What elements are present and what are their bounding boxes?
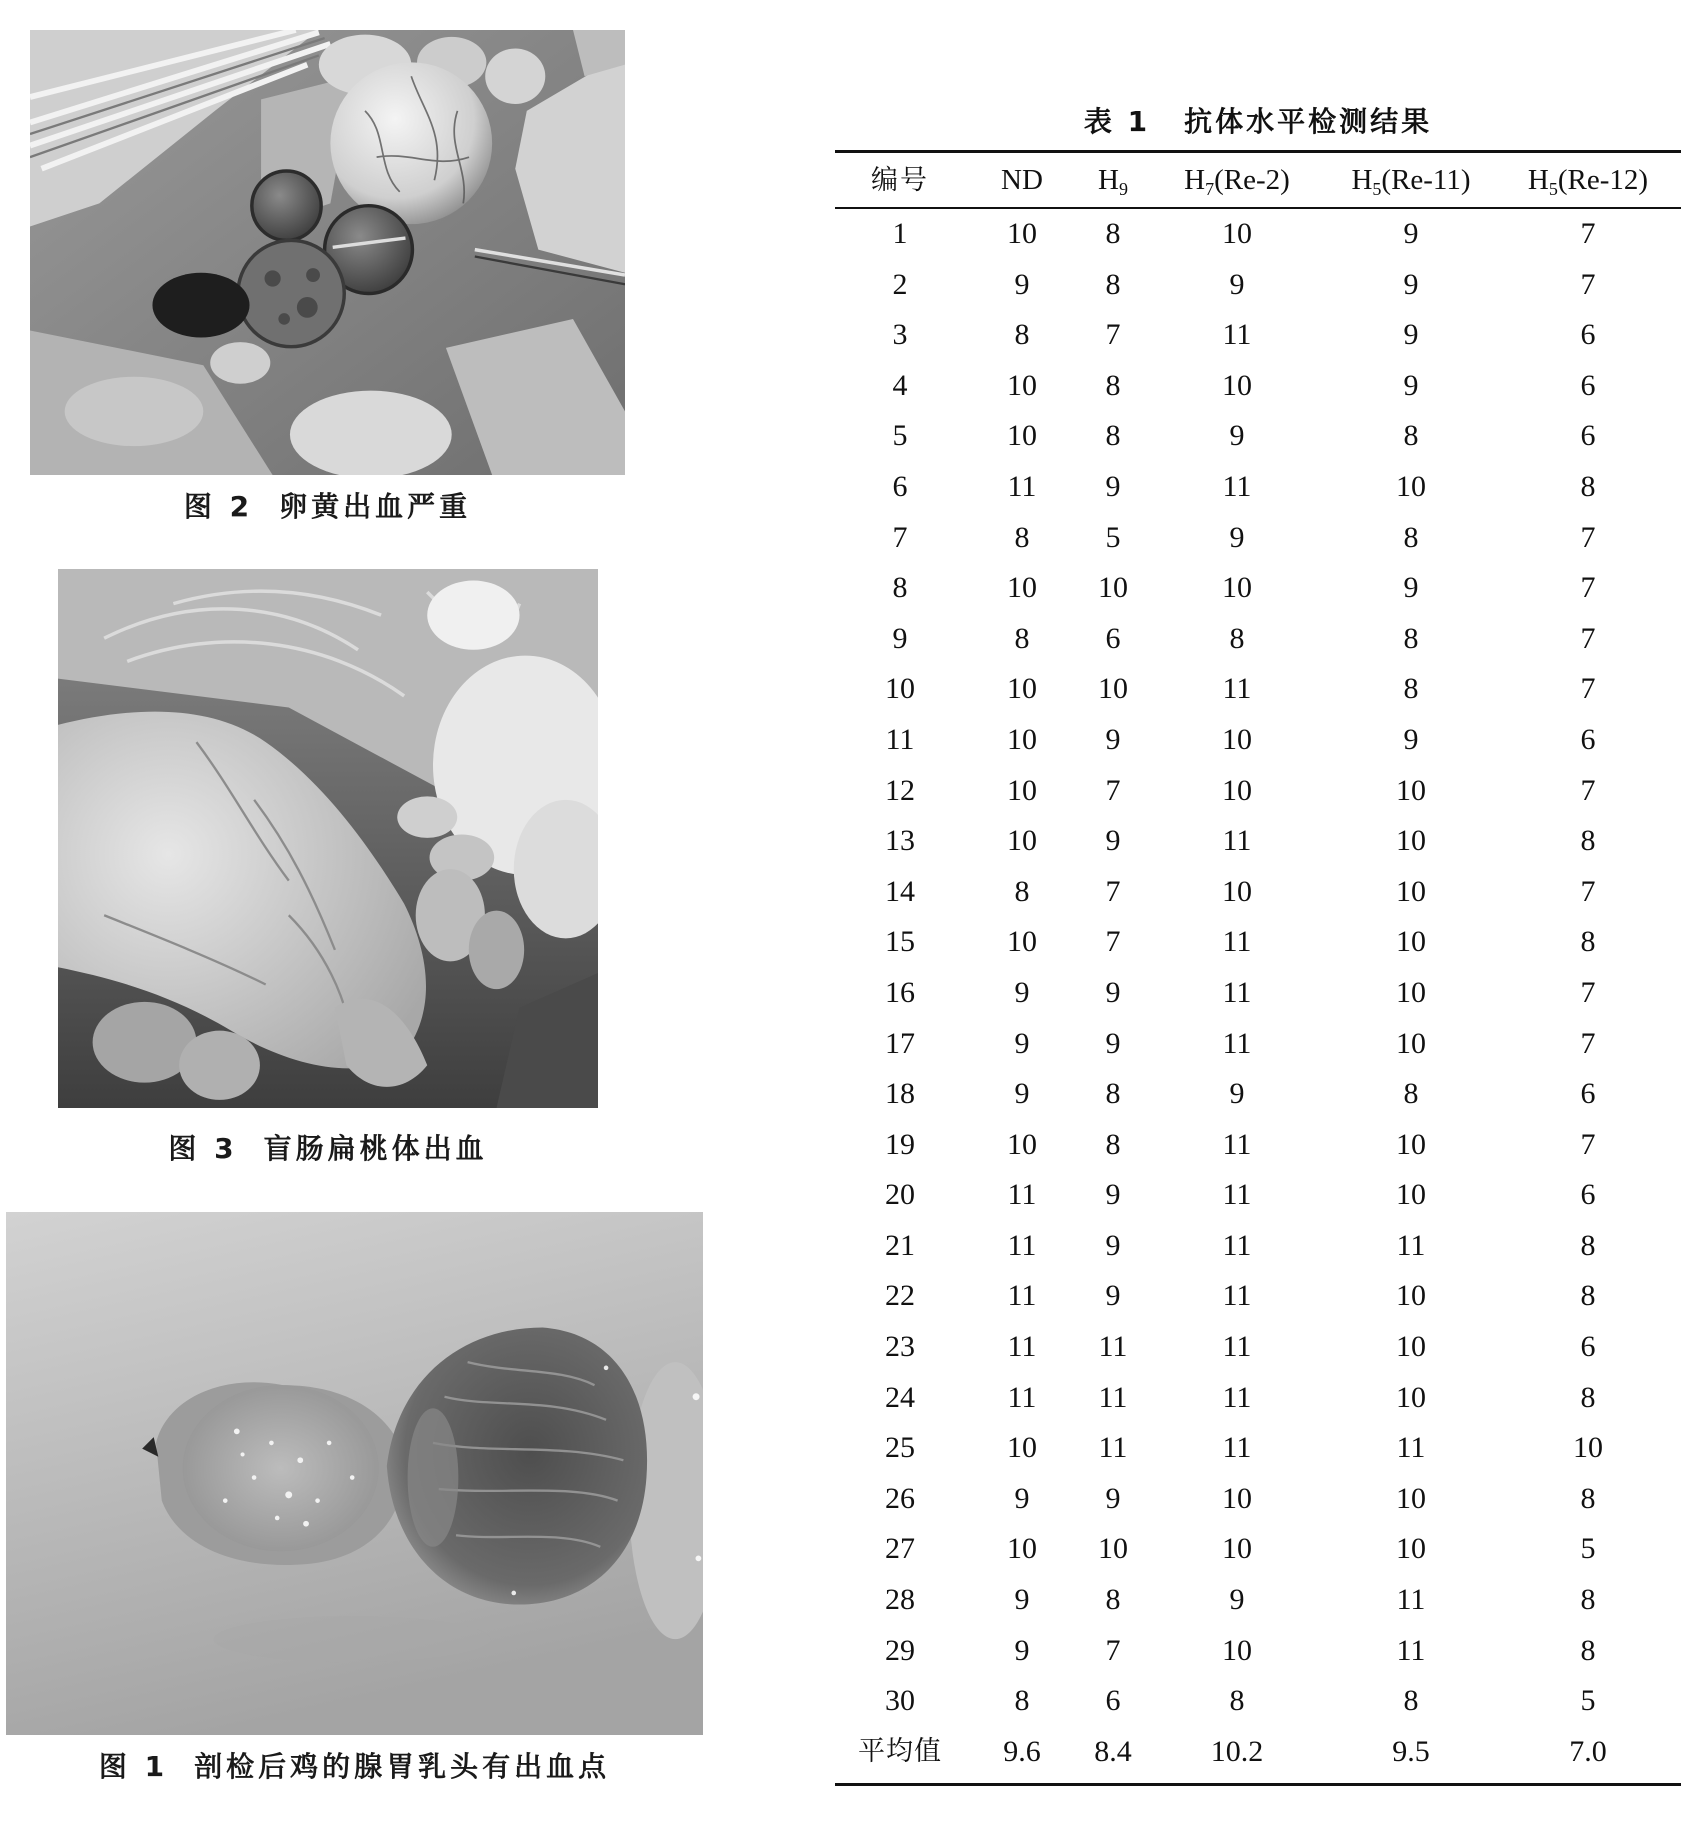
cell-h5-re11: 10 bbox=[1396, 1178, 1426, 1212]
cell-h5-re11: 11 bbox=[1396, 1583, 1426, 1617]
cell-h5-re12: 6 bbox=[1580, 1077, 1596, 1111]
cell-h5-re11: 10 bbox=[1396, 469, 1426, 503]
cell-h7-re2: 11 bbox=[1222, 824, 1252, 858]
table-row bbox=[835, 310, 1681, 361]
cell-h5-re12: 7 bbox=[1580, 874, 1596, 908]
cell-h9: 8 bbox=[1105, 1127, 1121, 1161]
cell-h9: 7 bbox=[1105, 773, 1121, 807]
cell-id: 21 bbox=[885, 1228, 915, 1262]
cell-nd: 11 bbox=[1007, 1279, 1037, 1313]
cell-h5-re11: 8 bbox=[1403, 672, 1419, 706]
cell-h7-re2: 9 bbox=[1229, 267, 1245, 301]
cell-h9: 5 bbox=[1105, 520, 1121, 554]
cell-h5-re12: 7 bbox=[1580, 975, 1596, 1009]
cell-id: 22 bbox=[885, 1279, 915, 1313]
cell-h5-re12: 7 bbox=[1580, 217, 1596, 250]
cell-h5-re12: 7 bbox=[1580, 1127, 1596, 1161]
cell-nd: 10 bbox=[1007, 1431, 1037, 1465]
table-row bbox=[835, 1170, 1681, 1221]
cell-h5-re11: 10 bbox=[1396, 1380, 1426, 1414]
figure-title: 剖检后鸡的腺胃乳头有出血点 bbox=[194, 1750, 611, 1783]
cell-h5-re12: 8 bbox=[1580, 1481, 1596, 1515]
cell-id: 1 bbox=[892, 217, 908, 250]
cell-h7-re2: 10 bbox=[1222, 571, 1252, 605]
cell-id: 14 bbox=[885, 874, 915, 908]
cell-nd: 9 bbox=[1014, 267, 1030, 301]
cell-nd: 11 bbox=[1007, 1380, 1037, 1414]
cell-h5-re12: 8 bbox=[1580, 925, 1596, 959]
cell-id: 18 bbox=[885, 1077, 915, 1111]
cell-nd: 8 bbox=[1014, 621, 1030, 655]
cell-h5-re12: 8 bbox=[1580, 1380, 1596, 1414]
table-row bbox=[835, 1423, 1681, 1474]
cell-h9: 6 bbox=[1105, 1684, 1121, 1718]
cell-h9: 7 bbox=[1105, 874, 1121, 908]
table-row bbox=[835, 1575, 1681, 1626]
table-row bbox=[835, 563, 1681, 614]
header-h7-sub: 7 bbox=[1205, 179, 1215, 199]
figure-label: 图 2 bbox=[183, 490, 254, 523]
header-h5-base: H bbox=[1527, 164, 1549, 196]
cell-nd: 10 bbox=[1007, 419, 1037, 453]
table-row bbox=[835, 1271, 1681, 1322]
cell-h5-re12: 6 bbox=[1580, 1330, 1596, 1364]
figure-title: 卵黄出血严重 bbox=[279, 490, 472, 523]
cell-h9: 9 bbox=[1105, 1026, 1121, 1060]
cell-h7-re2: 10 bbox=[1222, 874, 1252, 908]
cell-h9: 8 bbox=[1105, 267, 1121, 301]
figure-title: 盲肠扁桃体出血 bbox=[263, 1132, 488, 1165]
cell-h9: 9 bbox=[1105, 1228, 1121, 1262]
cell-h9: 9 bbox=[1105, 469, 1121, 503]
cell-id: 2 bbox=[892, 267, 908, 301]
cell-h9: 9 bbox=[1105, 824, 1121, 858]
table-row bbox=[835, 1019, 1681, 1070]
cell-h5-re11: 10 bbox=[1396, 1279, 1426, 1313]
table-body bbox=[835, 209, 1681, 1777]
figure-2-caption bbox=[30, 489, 625, 525]
cell-nd: 9 bbox=[1014, 975, 1030, 1009]
cell-h7-re2: 9 bbox=[1229, 1077, 1245, 1111]
table-row bbox=[835, 867, 1681, 918]
cell-h5-re11: 10 bbox=[1396, 1481, 1426, 1515]
cell-id: 25 bbox=[885, 1431, 915, 1465]
cell-h7-re2: 10 bbox=[1222, 368, 1252, 402]
table-row bbox=[835, 513, 1681, 564]
cell-nd: 11 bbox=[1007, 469, 1037, 503]
cell-h5-re11: 11 bbox=[1396, 1228, 1426, 1262]
table-header-row bbox=[835, 154, 1681, 207]
cell-id: 27 bbox=[885, 1532, 915, 1566]
cell-h9: 11 bbox=[1098, 1431, 1128, 1465]
cell-nd: 10 bbox=[1007, 1532, 1037, 1566]
cell-h5-re12: 7 bbox=[1580, 621, 1596, 655]
cell-nd: 9 bbox=[1014, 1481, 1030, 1515]
cell-h5-re12: 7 bbox=[1580, 1026, 1596, 1060]
cell-h9: 10 bbox=[1098, 571, 1128, 605]
cell-h7-re2: 9 bbox=[1229, 1583, 1245, 1617]
cell-id: 20 bbox=[885, 1178, 915, 1212]
cell-id: 3 bbox=[892, 318, 908, 352]
cell-h7-re2: 11 bbox=[1222, 1228, 1252, 1262]
figure-label: 图 3 bbox=[168, 1132, 238, 1165]
cell-h9: 9 bbox=[1105, 1279, 1121, 1313]
cell-h7-re2: 10 bbox=[1222, 217, 1252, 250]
cell-nd: 9 bbox=[1014, 1077, 1030, 1111]
cell-h7-re2: 8 bbox=[1229, 1684, 1245, 1718]
cell-id: 19 bbox=[885, 1127, 915, 1161]
cell-h5-re11: 10 bbox=[1396, 1532, 1426, 1566]
cell-id: 7 bbox=[892, 520, 908, 554]
cell-h9: 9 bbox=[1105, 1178, 1121, 1212]
cell-h5-re11: 9 bbox=[1403, 368, 1419, 402]
cell-nd: 9.6 bbox=[1003, 1734, 1041, 1768]
cell-h9: 9 bbox=[1105, 1481, 1121, 1515]
cell-h5-re11: 10 bbox=[1396, 925, 1426, 959]
cell-h5-re12: 8 bbox=[1580, 824, 1596, 858]
cell-h9: 8 bbox=[1105, 419, 1121, 453]
table-row bbox=[835, 1120, 1681, 1171]
cell-h7-re2: 10 bbox=[1222, 722, 1252, 756]
cell-nd: 10 bbox=[1007, 368, 1037, 402]
cell-id: 8 bbox=[892, 571, 908, 605]
cell-h7-re2: 9 bbox=[1229, 419, 1245, 453]
header-id bbox=[835, 154, 965, 207]
table-row bbox=[835, 917, 1681, 968]
cell-id: 15 bbox=[885, 925, 915, 959]
cell-h9: 11 bbox=[1098, 1380, 1128, 1414]
cell-h5-re12: 7 bbox=[1580, 267, 1596, 301]
header-h5-strain: (Re-11) bbox=[1381, 164, 1471, 196]
photo-proventriculus-hemorrhage bbox=[6, 1212, 703, 1735]
cell-nd: 8 bbox=[1014, 1684, 1030, 1718]
cell-h5-re11: 8 bbox=[1403, 419, 1419, 453]
cell-id: 24 bbox=[885, 1380, 915, 1414]
cell-h9: 7 bbox=[1105, 1633, 1121, 1667]
cell-id: 平均值 bbox=[858, 1735, 942, 1767]
cell-id: 12 bbox=[885, 773, 915, 807]
table-row bbox=[835, 1626, 1681, 1677]
cell-h5-re11: 11 bbox=[1396, 1431, 1426, 1465]
cell-h9: 8 bbox=[1105, 1077, 1121, 1111]
cell-h7-re2: 10 bbox=[1222, 1481, 1252, 1515]
cell-nd: 10 bbox=[1007, 773, 1037, 807]
cell-nd: 10 bbox=[1007, 571, 1037, 605]
cell-id: 23 bbox=[885, 1330, 915, 1364]
cell-h5-re12: 7 bbox=[1580, 773, 1596, 807]
table-row bbox=[835, 462, 1681, 513]
cell-id: 6 bbox=[892, 469, 908, 503]
table-title bbox=[835, 102, 1681, 142]
cell-id: 28 bbox=[885, 1583, 915, 1617]
cell-h7-re2: 10 bbox=[1222, 1532, 1252, 1566]
table-row bbox=[835, 411, 1681, 462]
cell-h5-re11: 9 bbox=[1403, 217, 1419, 250]
cell-h7-re2: 11 bbox=[1222, 469, 1252, 503]
cell-h7-re2: 11 bbox=[1222, 925, 1252, 959]
cell-h7-re2: 9 bbox=[1229, 520, 1245, 554]
cell-h5-re12: 7.0 bbox=[1569, 1734, 1607, 1768]
cell-h7-re2: 11 bbox=[1222, 1431, 1252, 1465]
cell-nd: 11 bbox=[1007, 1330, 1037, 1364]
table-row bbox=[835, 209, 1681, 260]
cell-h9: 10 bbox=[1098, 672, 1128, 706]
table-row bbox=[835, 614, 1681, 665]
header-h9-base: H bbox=[1098, 164, 1119, 196]
cell-id: 11 bbox=[885, 722, 915, 756]
cell-h9: 9 bbox=[1105, 722, 1121, 756]
cell-h9: 9 bbox=[1105, 975, 1121, 1009]
cell-h5-re11: 10 bbox=[1396, 773, 1426, 807]
cell-h9: 7 bbox=[1105, 318, 1121, 352]
header-h5-re12 bbox=[1508, 154, 1668, 207]
cell-h5-re11: 9 bbox=[1403, 722, 1419, 756]
cell-h5-re11: 11 bbox=[1396, 1633, 1426, 1667]
cell-h7-re2: 11 bbox=[1222, 1380, 1252, 1414]
cell-nd: 8 bbox=[1014, 318, 1030, 352]
cell-h7-re2: 11 bbox=[1222, 1127, 1252, 1161]
cell-nd: 10 bbox=[1007, 824, 1037, 858]
cell-h5-re12: 6 bbox=[1580, 722, 1596, 756]
cell-h7-re2: 11 bbox=[1222, 1330, 1252, 1364]
cell-nd: 11 bbox=[1007, 1228, 1037, 1262]
figure-3-caption bbox=[58, 1131, 598, 1167]
cell-h7-re2: 11 bbox=[1222, 672, 1252, 706]
table-row bbox=[835, 260, 1681, 311]
table-row bbox=[835, 715, 1681, 766]
cell-nd: 10 bbox=[1007, 672, 1037, 706]
cell-h5-re12: 8 bbox=[1580, 469, 1596, 503]
header-h5-base: H bbox=[1351, 164, 1373, 196]
cell-h5-re11: 9.5 bbox=[1392, 1734, 1430, 1768]
table-row bbox=[835, 1474, 1681, 1525]
table-row bbox=[835, 1069, 1681, 1120]
cell-h5-re12: 6 bbox=[1580, 419, 1596, 453]
cell-h9: 10 bbox=[1098, 1532, 1128, 1566]
table-row bbox=[835, 1373, 1681, 1424]
cell-nd: 10 bbox=[1007, 217, 1037, 250]
table-row bbox=[835, 664, 1681, 715]
table-title-text: 抗体水平检测结果 bbox=[1184, 105, 1433, 138]
table-top-rule bbox=[835, 150, 1681, 153]
cell-h5-re12: 8 bbox=[1580, 1228, 1596, 1262]
table-label: 表 1 bbox=[1083, 105, 1151, 138]
cell-id: 4 bbox=[892, 368, 908, 402]
cell-h5-re11: 9 bbox=[1403, 571, 1419, 605]
cell-id: 5 bbox=[892, 419, 908, 453]
cell-id: 10 bbox=[885, 672, 915, 706]
cell-nd: 10 bbox=[1007, 1127, 1037, 1161]
cell-id: 13 bbox=[885, 824, 915, 858]
cell-id: 16 bbox=[885, 975, 915, 1009]
cell-h7-re2: 11 bbox=[1222, 1178, 1252, 1212]
cell-h5-re12: 7 bbox=[1580, 520, 1596, 554]
cell-h5-re12: 8 bbox=[1580, 1583, 1596, 1617]
header-nd-text: ND bbox=[1001, 164, 1043, 196]
cell-nd: 8 bbox=[1014, 520, 1030, 554]
cell-h9: 8 bbox=[1105, 1583, 1121, 1617]
cell-h5-re12: 8 bbox=[1580, 1279, 1596, 1313]
cell-h5-re12: 8 bbox=[1580, 1633, 1596, 1667]
header-h9-sub: 9 bbox=[1118, 179, 1128, 199]
header-h5-sub: 5 bbox=[1372, 179, 1382, 199]
header-h5-re11 bbox=[1331, 154, 1491, 207]
cell-h9: 8 bbox=[1105, 217, 1121, 250]
cell-h5-re11: 10 bbox=[1396, 1127, 1426, 1161]
cell-h7-re2: 8 bbox=[1229, 621, 1245, 655]
cell-id: 9 bbox=[892, 621, 908, 655]
cell-h9: 11 bbox=[1098, 1330, 1128, 1364]
cell-h5-re11: 9 bbox=[1403, 267, 1419, 301]
cell-h5-re12: 7 bbox=[1580, 571, 1596, 605]
cell-h9: 8.4 bbox=[1094, 1734, 1132, 1768]
header-nd bbox=[972, 154, 1072, 207]
cell-h5-re11: 8 bbox=[1403, 520, 1419, 554]
cell-nd: 10 bbox=[1007, 722, 1037, 756]
cell-id: 26 bbox=[885, 1481, 915, 1515]
cell-h5-re12: 6 bbox=[1580, 318, 1596, 352]
cell-h7-re2: 10.2 bbox=[1210, 1734, 1264, 1768]
cell-id: 29 bbox=[885, 1633, 915, 1667]
table-row bbox=[835, 1676, 1681, 1727]
cell-nd: 11 bbox=[1007, 1178, 1037, 1212]
table-row bbox=[835, 1322, 1681, 1373]
cell-h5-re11: 8 bbox=[1403, 1077, 1419, 1111]
cell-h7-re2: 11 bbox=[1222, 318, 1252, 352]
header-h5-strain: (Re-12) bbox=[1557, 164, 1649, 196]
table-average-row bbox=[835, 1727, 1681, 1778]
cell-h5-re11: 10 bbox=[1396, 874, 1426, 908]
table-row bbox=[835, 968, 1681, 1019]
cell-h7-re2: 10 bbox=[1222, 1633, 1252, 1667]
header-h7-base: H bbox=[1184, 164, 1206, 196]
header-h5-sub: 5 bbox=[1548, 179, 1558, 199]
cell-h5-re11: 10 bbox=[1396, 975, 1426, 1009]
cell-id: 30 bbox=[885, 1684, 915, 1718]
cell-h7-re2: 10 bbox=[1222, 773, 1252, 807]
header-h7-strain: (Re-2) bbox=[1214, 164, 1290, 196]
cell-h5-re12: 10 bbox=[1573, 1431, 1603, 1465]
cell-nd: 9 bbox=[1014, 1026, 1030, 1060]
header-h9 bbox=[1073, 154, 1153, 207]
table-row bbox=[835, 766, 1681, 817]
cell-h5-re12: 5 bbox=[1580, 1684, 1596, 1718]
cell-h5-re11: 10 bbox=[1396, 1330, 1426, 1364]
cell-h5-re12: 6 bbox=[1580, 368, 1596, 402]
cell-h7-re2: 11 bbox=[1222, 1026, 1252, 1060]
table-row bbox=[835, 1221, 1681, 1272]
cell-h5-re11: 8 bbox=[1403, 1684, 1419, 1718]
cell-nd: 10 bbox=[1007, 925, 1037, 959]
cell-h9: 6 bbox=[1105, 621, 1121, 655]
cell-h5-re11: 9 bbox=[1403, 318, 1419, 352]
cell-h5-re12: 6 bbox=[1580, 1178, 1596, 1212]
cell-id: 17 bbox=[885, 1026, 915, 1060]
cell-h5-re11: 8 bbox=[1403, 621, 1419, 655]
figure-1-caption bbox=[6, 1749, 703, 1785]
photo-yolk-hemorrhage bbox=[30, 30, 625, 475]
table-row bbox=[835, 1524, 1681, 1575]
cell-nd: 9 bbox=[1014, 1633, 1030, 1667]
header-h7-re2 bbox=[1162, 154, 1312, 207]
cell-h7-re2: 11 bbox=[1222, 1279, 1252, 1313]
cell-h5-re11: 10 bbox=[1396, 824, 1426, 858]
cell-nd: 8 bbox=[1014, 874, 1030, 908]
cell-h5-re11: 10 bbox=[1396, 1026, 1426, 1060]
table-row bbox=[835, 816, 1681, 867]
header-id-text: 编号 bbox=[871, 165, 929, 196]
photo-cecal-tonsil-hemorrhage bbox=[58, 569, 598, 1108]
cell-h9: 8 bbox=[1105, 368, 1121, 402]
cell-nd: 9 bbox=[1014, 1583, 1030, 1617]
cell-h7-re2: 11 bbox=[1222, 975, 1252, 1009]
table-row bbox=[835, 361, 1681, 412]
cell-h9: 7 bbox=[1105, 925, 1121, 959]
cell-h5-re12: 7 bbox=[1580, 672, 1596, 706]
figure-label: 图 1 bbox=[98, 1750, 169, 1783]
table-bottom-rule bbox=[835, 1783, 1681, 1786]
cell-h5-re12: 5 bbox=[1580, 1532, 1596, 1566]
